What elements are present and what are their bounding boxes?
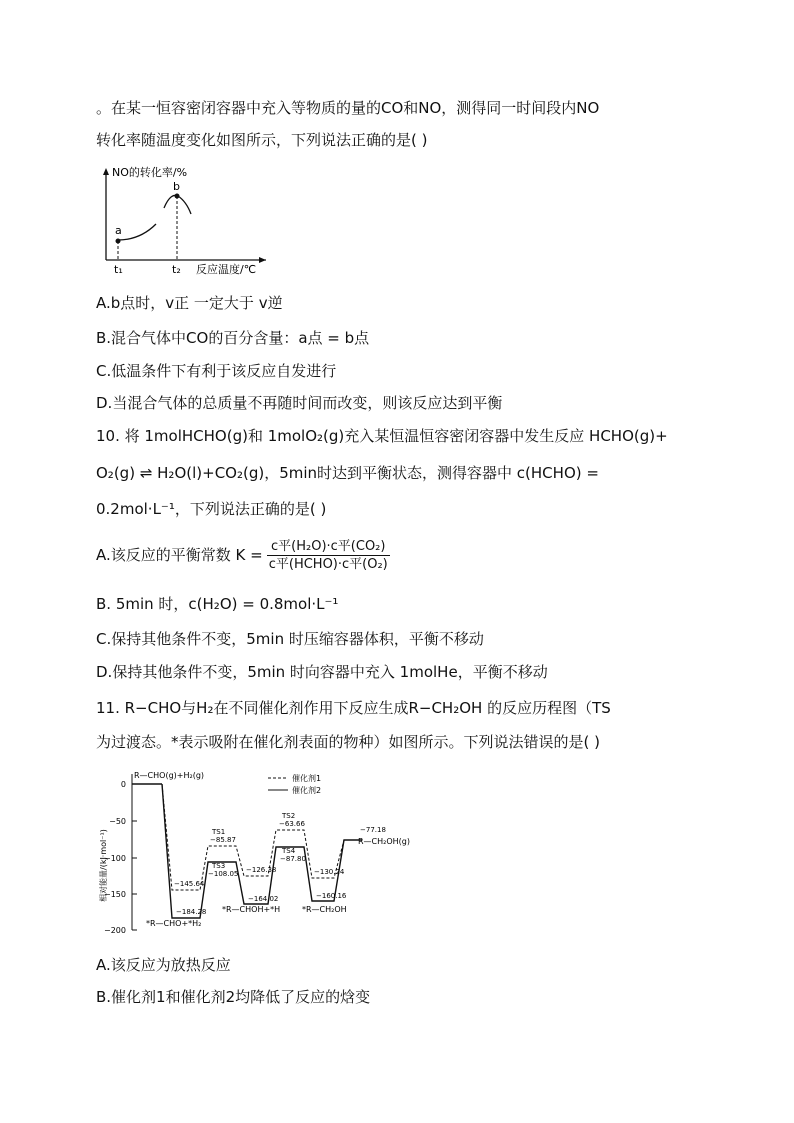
q9-t2: t₂	[172, 263, 181, 276]
q11-e3-cat1: −130.24	[314, 868, 345, 876]
q9-stem-line1: 。在某一恒容密闭容器中充入等物质的量的CO和NO，测得同一时间段内NO	[96, 99, 600, 117]
q11-ylabel: 相对能量/(kJ·mol⁻¹)	[99, 829, 108, 902]
q11-ytick-0: 0	[120, 780, 126, 789]
q9-t1: t₁	[114, 263, 123, 276]
q11-e1-cat2: −184.28	[176, 908, 207, 916]
q11-e3-cat2: −160.16	[316, 892, 347, 900]
q10-option-a-numerator: c平(H₂O)·c平(CO₂)	[267, 538, 390, 556]
q10-stem-line1: 10. 将 1molHCHO(g)和 1molO₂(g)充入某恒温恒容密闭容器中发生反应 HCHO(g)+	[96, 427, 668, 445]
q11-species3: *R—CH₂OH	[302, 905, 347, 914]
q10-option-a	[96, 535, 390, 575]
q11-ts3-label: TS3	[212, 862, 226, 870]
q11-ytick-150: −150	[104, 890, 126, 899]
q11-stem-line2: 为过渡态。*表示吸附在催化剂表面的物种）如图所示。下列说法错误的是( )	[96, 733, 600, 751]
q11-ytick-200: −200	[104, 926, 126, 935]
q11-ytick-50: −50	[109, 817, 126, 826]
q10-option-c: C.保持其他条件不变，5min 时压缩容器体积，平衡不移动	[96, 630, 484, 648]
q11-ts1-energy: −85.87	[210, 836, 236, 844]
q11-ts4-energy: −87.80	[280, 855, 306, 863]
q11-e2-cat1: −126.38	[246, 866, 277, 874]
q9-option-b: B.混合气体中CO的百分含量：a点 = b点	[96, 329, 370, 347]
q11-stem-line1: 11. R−CHO与H₂在不同催化剂作用下反应生成R−CH₂OH 的反应历程图（TS	[96, 699, 611, 717]
q11-e1-cat1: −145.64	[174, 880, 205, 888]
q9-stem-line2: 转化率随温度变化如图所示，下列说法正确的是( )	[96, 131, 428, 149]
q10-option-a-fraction	[267, 538, 390, 573]
q11-ts2-energy: −63.66	[279, 820, 305, 828]
q9-point-b: b	[173, 180, 180, 193]
q11-legend-catalyst2: 催化剂2	[292, 786, 322, 795]
q10-option-a-denominator: c平(HCHO)·c平(O₂)	[268, 556, 388, 572]
q10-stem-line3: 0.2mol·L⁻¹，下列说法正确的是( )	[96, 500, 327, 518]
q11-legend-catalyst1: 催化剂1	[292, 774, 322, 783]
q11-ytick-100: −100	[104, 854, 126, 863]
q9-option-d: D.当混合气体的总质量不再随时间而改变，则该反应达到平衡	[96, 394, 503, 412]
q11-e2-cat2: −164.02	[248, 895, 279, 903]
q9-option-a: A.b点时，v正 一定大于 v逆	[96, 294, 283, 312]
q9-point-a: a	[115, 224, 122, 237]
q10-stem-line2: O₂(g) ⇌ H₂O(l)+CO₂(g)，5min时达到平衡状态，测得容器中 c(HCHO) =	[96, 464, 599, 482]
q11-ts2-label: TS2	[282, 812, 296, 820]
q9-option-c: C.低温条件下有利于该反应自发进行	[96, 362, 337, 380]
q10-option-a-prefix: A.该反应的平衡常数 K =	[96, 546, 263, 564]
q9-ylabel: NO的转化率/%	[112, 166, 188, 179]
q11-ts4-label: TS4	[282, 847, 296, 855]
q11-end-label: R—CH₂OH(g)	[358, 837, 410, 846]
q10-option-d: D.保持其他条件不变，5min 时向容器中充入 1molHe，平衡不移动	[96, 663, 548, 681]
q11-species2: *R—CHOH+*H	[222, 905, 281, 914]
q11-ts1-label: TS1	[212, 828, 226, 836]
q11-final-energy: −77.18	[360, 826, 386, 834]
q11-ts3-energy: −108.05	[208, 870, 239, 878]
q9-xlabel: 反应温度/℃	[196, 263, 257, 276]
q11-option-a: A.该反应为放热反应	[96, 956, 231, 974]
q11-option-b: B.催化剂1和催化剂2均降低了反应的焓变	[96, 988, 371, 1006]
q9-figure	[96, 160, 276, 280]
q11-species1: *R—CHO+*H₂	[146, 919, 202, 928]
q11-start-label: R—CHO(g)+H₂(g)	[134, 771, 205, 780]
q11-energy-diagram	[96, 762, 436, 942]
q10-option-b: B. 5min 时，c(H₂O) = 0.8mol·L⁻¹	[96, 595, 339, 613]
